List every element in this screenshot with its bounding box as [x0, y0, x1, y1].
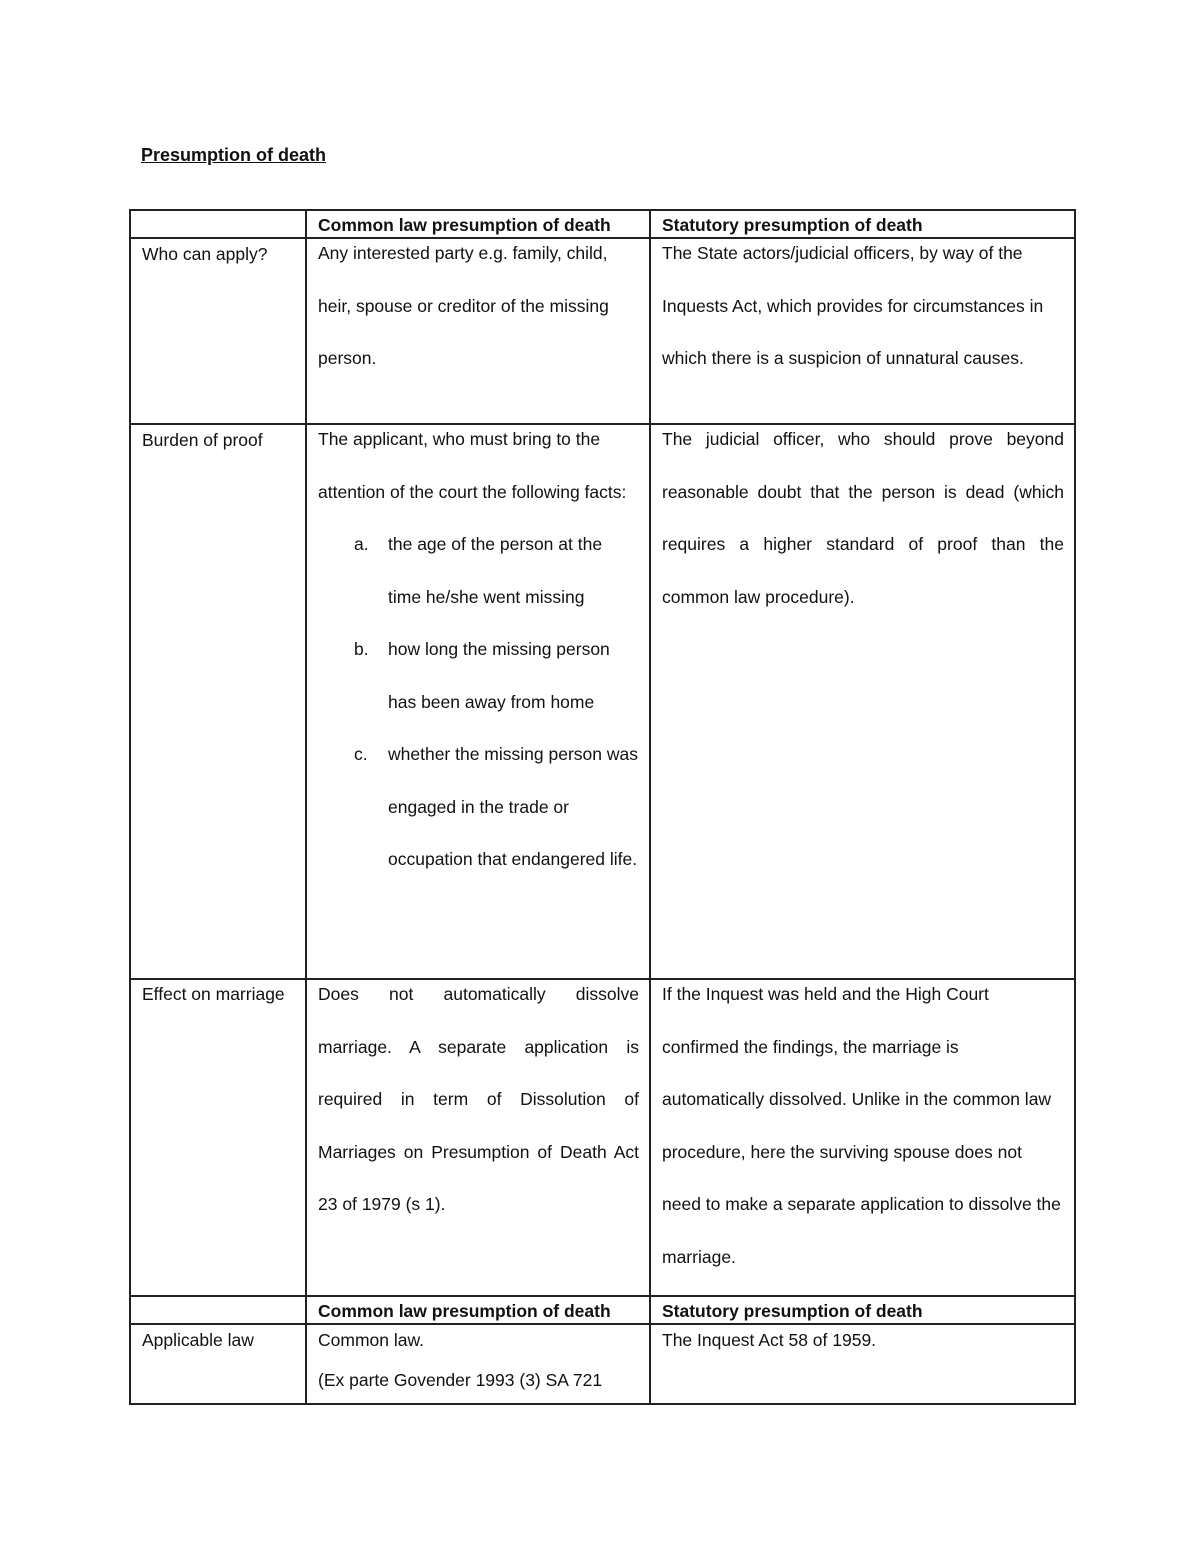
- table-row: [130, 424, 1075, 979]
- table-row: [130, 979, 1075, 1296]
- table-row: [130, 238, 1075, 424]
- table-row: [130, 1324, 1075, 1404]
- who-statutory-cell: The State actors/judicial officers, by way of the Inquests Act, which provides for circumstances in which there is a suspicion of unnatural causes.: [650, 226, 1075, 412]
- list-marker: c.: [354, 744, 368, 764]
- page-title: Presumption of death: [141, 145, 327, 165]
- list-item-text: how long the missing person has been away from home: [388, 639, 610, 712]
- list-item: [354, 623, 639, 728]
- law-common-cell: [306, 1324, 650, 1404]
- header-common-law: Common law presumption of death: [306, 210, 650, 238]
- law-statutory-cell: The Inquest Act 58 of 1959.: [650, 1324, 1075, 1404]
- list-marker: b.: [354, 639, 369, 659]
- header-empty-cell: [130, 1296, 306, 1324]
- list-item-text: the age of the person at the time he/she went missing: [388, 534, 603, 607]
- marriage-statutory-cell: If the Inquest was held and the High Court confirmed the findings, the marriage is automatically dissolved. Unlike in the common law procedure, here the surviving spouse does not need to make a separate application to dissolve the marriage.: [650, 967, 1075, 1284]
- burden-common-intro: The applicant, who must bring to the attention of the court the following facts:: [318, 429, 627, 502]
- law-common-citation: (Ex parte Govender 1993 (3) SA 721: [318, 1370, 603, 1390]
- row-label-who-can-apply: Who can apply?: [130, 238, 306, 424]
- list-marker: a.: [354, 534, 369, 554]
- list-item: [354, 518, 639, 623]
- marriage-common-cell: Does not automatically dissolve marriage. A separate application is required in term of Dissolution of Marriages on Presumption of Death Act 23 of 1979 (s 1).: [306, 967, 650, 1284]
- list-item: [354, 728, 639, 886]
- comparison-table: [129, 209, 1076, 1405]
- row-label-effect-on-marriage: Effect on marriage: [130, 967, 306, 1284]
- row-label-burden-of-proof: Burden of proof: [130, 424, 306, 979]
- burden-common-cell: [306, 412, 650, 967]
- list-item-text: whether the missing person was engaged in the trade or occupation that endangered life.: [388, 744, 638, 869]
- header-statutory: Statutory presumption of death: [650, 210, 1075, 238]
- header-common-law: Common law presumption of death: [306, 1296, 650, 1324]
- burden-statutory-cell: The judicial officer, who should prove beyond reasonable doubt that the person is dead (which requires a higher standard of proof than the common law procedure).: [650, 412, 1075, 967]
- header-row-repeat: [130, 1296, 1075, 1324]
- law-common-line: Common law.: [318, 1330, 425, 1350]
- facts-list: [318, 518, 639, 886]
- header-statutory: Statutory presumption of death: [650, 1296, 1075, 1324]
- header-empty-cell: [130, 210, 306, 238]
- row-label-applicable-law: Applicable law: [130, 1324, 306, 1404]
- who-common-cell: Any interested party e.g. family, child, heir, spouse or creditor of the missing person.: [306, 226, 650, 412]
